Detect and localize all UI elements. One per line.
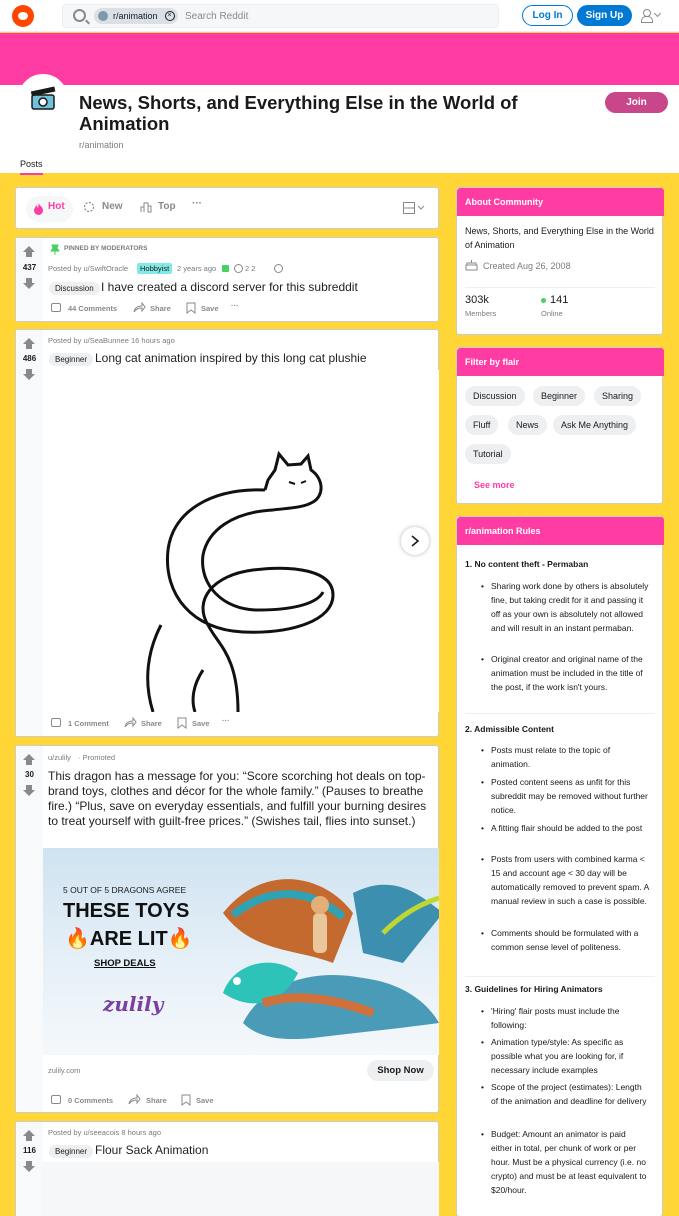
top-chart-icon[interactable]	[140, 200, 152, 213]
search-icon	[73, 9, 86, 22]
chevron-down-icon[interactable]	[654, 10, 661, 17]
divider	[465, 976, 655, 977]
comments-link[interactable]: 1 Comment	[68, 719, 109, 728]
post-title[interactable]: This dragon has a message for you: “Score scorching hot deals on top-brand toys, clothes and décor for the whole family.” (Pauses to breathe fire.) “Plus, save on everyday essentials, and fulfill your burning desires to treat yourself with guilt-free prices.” (Swishes tail, flies into sunset.)	[48, 769, 427, 828]
rule-1-bullet: • Original creator and original name of the animation must be included in the title of the post, if the work isn't yours.	[479, 652, 649, 694]
rule-2-title[interactable]: 2. Admissible Content	[465, 724, 554, 734]
vote-bar	[16, 746, 43, 1112]
save-button[interactable]: Save	[201, 304, 219, 313]
mod-badge-icon	[222, 265, 229, 272]
flair-filter-card	[456, 347, 663, 504]
rules-heading: r/animation Rules	[457, 517, 664, 545]
close-icon[interactable]: ×	[165, 11, 175, 21]
sort-more-button[interactable]: ···	[192, 198, 202, 209]
ad-image[interactable]	[43, 848, 439, 1055]
rules-card	[456, 516, 663, 1216]
signup-button[interactable]: Sign Up	[577, 5, 632, 26]
online-count: 141	[550, 294, 569, 306]
upvote-icon[interactable]	[23, 754, 35, 766]
share-button[interactable]: Share	[150, 304, 171, 313]
rule-2-bullet: • Posts from users with combined karma < 15 and account age < 30 day will be automatically removed to prevent spam. A manual review in such a case is possible.	[479, 852, 649, 908]
search-bar[interactable]	[62, 4, 499, 28]
search-input[interactable]: Search Reddit	[185, 11, 249, 22]
rule-3-bullet: • Scope of the project (estimates): Length of the animation and deadline for delivery	[479, 1080, 649, 1108]
user-icon[interactable]	[641, 9, 651, 22]
coin-icon	[274, 264, 283, 273]
downvote-icon[interactable]	[23, 369, 35, 381]
sort-top-button[interactable]: Top	[158, 201, 176, 212]
sort-new-button[interactable]: New	[102, 201, 123, 212]
see-more-link[interactable]: See more	[474, 480, 515, 490]
comment-icon	[51, 303, 61, 312]
comments-link[interactable]: 0 Comments	[68, 1096, 114, 1105]
sort-hot-button[interactable]	[26, 196, 73, 222]
cake-icon	[465, 259, 478, 271]
rule-3-title[interactable]: 3. Guidelines for Hiring Animators	[465, 984, 603, 994]
rule-2-bullet: • Posts must relate to the topic of animation.	[479, 743, 649, 771]
bookmark-icon	[181, 1094, 191, 1106]
about-heading: About Community	[457, 188, 664, 216]
award-icon	[234, 264, 243, 273]
promoted-label: · Promoted	[78, 753, 116, 762]
page-title: News, Shorts, and Everything Else in the World of Animation	[79, 92, 518, 134]
divider	[465, 713, 655, 714]
vote-bar	[16, 238, 43, 321]
flair-pill-news[interactable]: News	[508, 415, 547, 435]
upvote-icon[interactable]	[23, 338, 35, 350]
dragon-toy-image	[203, 853, 439, 1053]
rule-3-bullet: • 'Hiring' flair posts must include the following:	[479, 1004, 649, 1032]
gallery-next-button[interactable]	[401, 527, 429, 555]
ad-headline: THESE TOYS	[63, 900, 190, 922]
pinned-label: PINNED BY MODERATORS	[64, 245, 148, 252]
rule-2-bullet: • Comments should be formulated with a common sense level of politeness.	[479, 926, 649, 954]
post-flair[interactable]: Beginner	[49, 353, 93, 366]
online-label: Online	[541, 309, 563, 318]
flair-pill-tutorial[interactable]: Tutorial	[465, 444, 511, 464]
rule-2-bullet: • A fitting flair should be added to the post	[479, 821, 649, 835]
search-community-chip[interactable]	[94, 8, 178, 24]
community-description: News, Shorts, and Everything Else in the World of Animation	[465, 226, 654, 250]
post-author[interactable]: Posted by u/seeacois 8 hours ago	[48, 1128, 161, 1137]
sort-hot-label: Hot	[48, 201, 65, 212]
ad-tagline: 5 OUT OF 5 DRAGONS AGREE	[63, 885, 187, 895]
ad-cta[interactable]: SHOP DEALS	[94, 958, 156, 969]
post-age: 2 years ago	[177, 264, 217, 273]
comment-icon	[51, 1095, 61, 1104]
created-date: Created Aug 26, 2008	[483, 261, 571, 271]
comments-link[interactable]: 44 Comments	[68, 304, 118, 313]
flair-pill-discussion[interactable]: Discussion	[465, 386, 525, 406]
downvote-icon[interactable]	[23, 278, 35, 290]
comment-icon	[51, 718, 61, 727]
post-card-longcat[interactable]	[15, 329, 439, 737]
post-card-pinned[interactable]	[15, 237, 439, 322]
bookmark-icon	[186, 302, 196, 314]
top-bar	[0, 0, 679, 32]
downvote-icon[interactable]	[23, 1161, 35, 1173]
subreddit-avatar	[18, 74, 68, 124]
share-icon	[133, 302, 146, 313]
post-title[interactable]: Flour Sack Animation	[95, 1143, 209, 1157]
post-author[interactable]: Posted by u/SwiftOracle	[48, 264, 129, 273]
share-icon	[124, 717, 137, 728]
downvote-icon[interactable]	[23, 785, 35, 797]
vote-count: 30	[25, 770, 34, 779]
online-dot-icon	[541, 298, 546, 303]
rule-2-bullet: • Posted content seens as unfit for this subreddit may be removed without further notice.	[479, 775, 649, 817]
vote-count: 116	[23, 1146, 36, 1155]
flair-pill-sharing[interactable]: Sharing	[594, 386, 641, 406]
vote-count: 486	[22, 354, 37, 363]
share-button[interactable]: Share	[146, 1096, 167, 1105]
search-chip-label: r/animation	[113, 11, 158, 21]
subreddit-name: r/animation	[79, 140, 124, 150]
vote-count: 437	[22, 263, 37, 272]
share-icon	[128, 1094, 141, 1105]
divider	[465, 287, 655, 288]
flair-pill-fluff[interactable]: Fluff	[465, 415, 498, 435]
award-counts: 2 2	[245, 264, 256, 273]
flair-heading: Filter by flair	[457, 348, 664, 376]
more-options-icon[interactable]: ···	[231, 301, 239, 310]
reddit-logo-icon[interactable]	[12, 5, 34, 27]
save-button[interactable]: Save	[196, 1096, 214, 1105]
post-media[interactable]	[43, 1162, 439, 1216]
members-label: Members	[465, 309, 497, 318]
tab-posts[interactable]: Posts	[20, 159, 43, 175]
flair-pill-beginner[interactable]: Beginner	[533, 386, 585, 406]
upvote-icon[interactable]	[23, 246, 35, 258]
community-icon	[98, 11, 108, 21]
chevron-right-icon	[410, 535, 420, 547]
post-author[interactable]: u/zulily	[48, 753, 71, 762]
post-card-promoted[interactable]	[15, 745, 439, 1113]
sort-bar	[15, 187, 439, 229]
flame-icon	[33, 203, 44, 215]
rule-1-bullet: • Sharing work done by others is absolutely fine, but taking credit for it and passing it off as your own is absolutely not allowed and will result in an instant permaban.	[479, 579, 649, 635]
sparkle-icon[interactable]	[83, 201, 95, 213]
share-button[interactable]: Share	[141, 719, 162, 728]
post-card-floursack[interactable]	[15, 1121, 439, 1216]
shop-now-button[interactable]: Shop Now	[367, 1060, 434, 1081]
post-flair[interactable]: Beginner	[49, 1145, 93, 1158]
long-cat-image[interactable]	[43, 370, 439, 712]
join-button[interactable]: Join	[605, 92, 668, 113]
bookmark-icon	[177, 717, 187, 729]
vote-bar	[16, 1122, 43, 1216]
post-flair[interactable]: Discussion	[49, 282, 100, 295]
login-button[interactable]: Log In	[522, 5, 573, 26]
clapperboard-icon	[25, 81, 61, 117]
post-title[interactable]: I have created a discord server for this subreddit	[101, 280, 358, 294]
ad-headline-2: 🔥ARE LIT🔥	[65, 928, 193, 950]
about-community-card	[456, 187, 663, 335]
rule-1-title[interactable]: 1. No content theft - Permaban	[465, 559, 589, 569]
flair-pill-ama[interactable]: Ask Me Anything	[553, 415, 636, 435]
members-count: 303k	[465, 294, 489, 306]
upvote-icon[interactable]	[23, 1130, 35, 1142]
layout-view-icon[interactable]	[403, 202, 427, 215]
rule-3-bullet: • Budget: Amount an animator is paid either in total, per chunk of work or per hour. Must be a physical currency (i.e. no crypto) and must be at least equivalent to $20/hour.	[479, 1127, 649, 1197]
post-author[interactable]: Posted by u/SeaBunnee 16 hours ago	[48, 336, 175, 345]
rule-3-bullet: • Animation type/style: As specific as possible what you are looking for, if necessary include examples	[479, 1035, 649, 1077]
post-title[interactable]: Long cat animation inspired by this long cat plushie	[95, 351, 367, 365]
vote-bar	[16, 330, 43, 736]
more-options-icon[interactable]: ···	[222, 716, 230, 725]
save-button[interactable]: Save	[192, 719, 210, 728]
ad-domain-link[interactable]: zulily.com	[48, 1066, 81, 1075]
user-flair-badge: Hobbyist	[137, 263, 172, 274]
subreddit-banner	[0, 33, 679, 85]
zulily-logo: zulily	[103, 992, 164, 1016]
pin-icon	[49, 244, 61, 255]
